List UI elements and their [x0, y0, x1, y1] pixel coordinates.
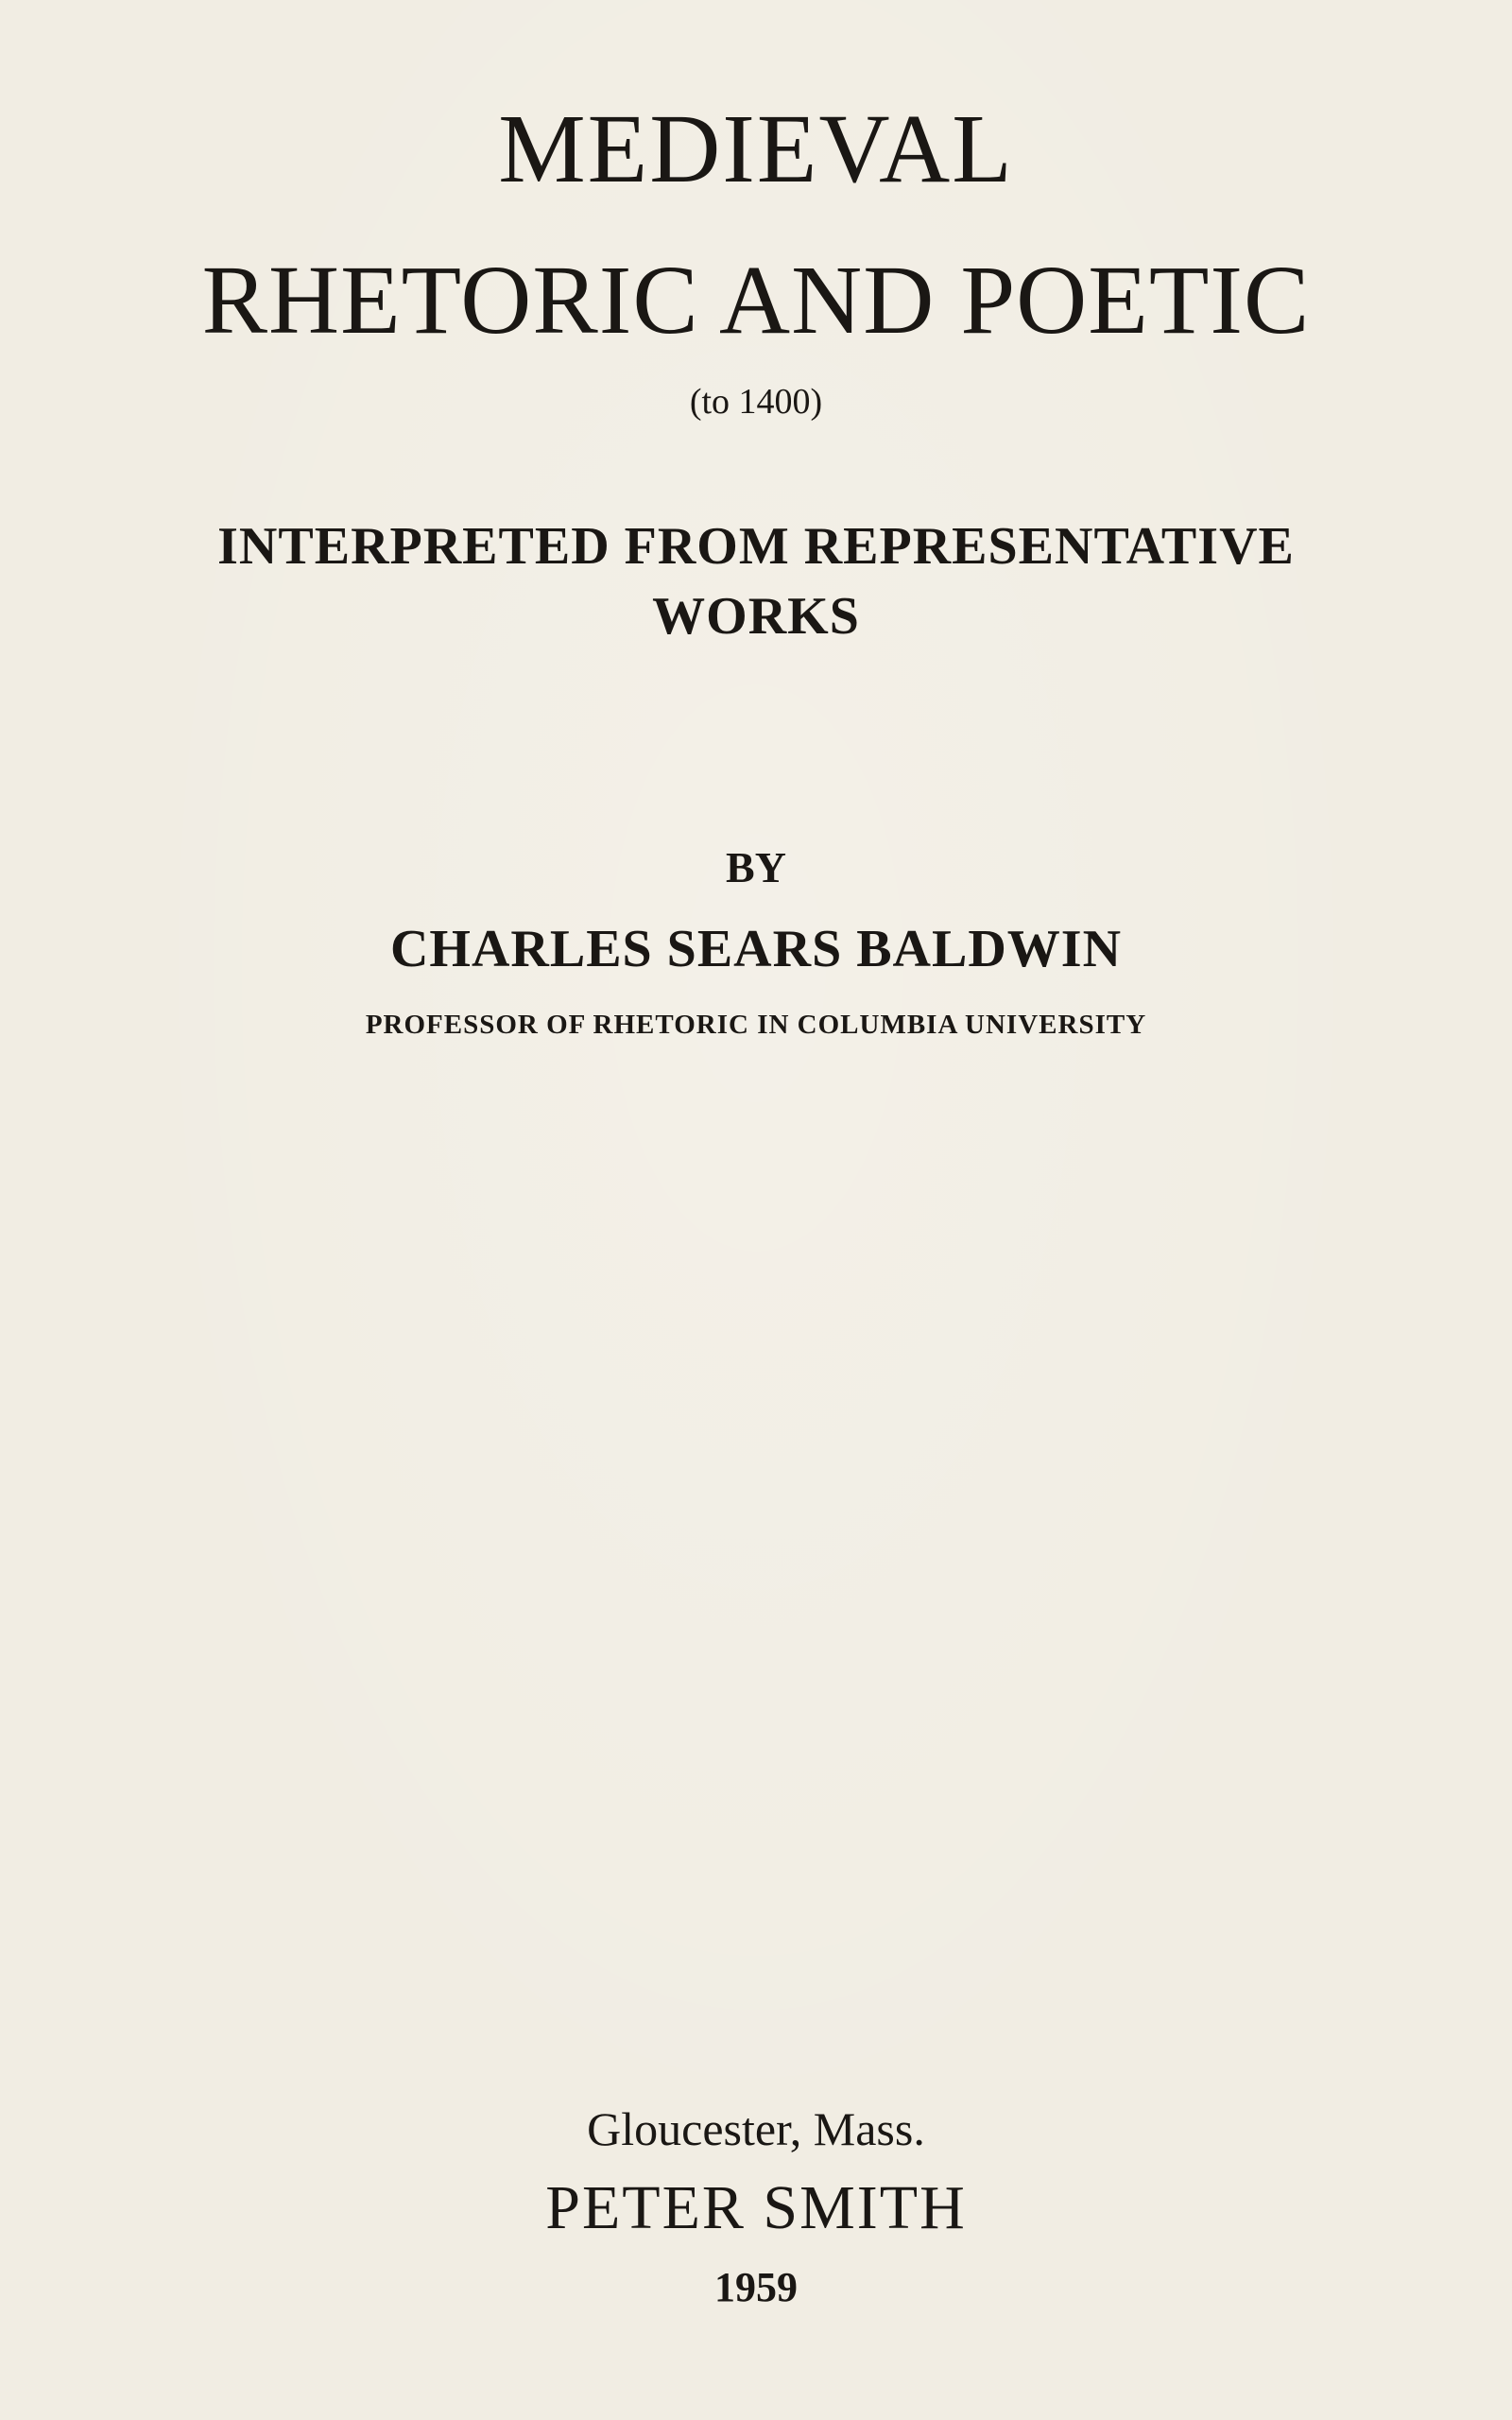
book-title-line-2: RHETORIC AND POETIC — [201, 246, 1311, 354]
publication-place: Gloucester, Mass. — [587, 2102, 925, 2155]
author-affiliation: PROFESSOR OF RHETORIC IN COLUMBIA UNIVERSITY — [365, 1010, 1147, 1040]
date-range: (to 1400) — [689, 382, 823, 422]
author-name: CHARLES SEARS BALDWIN — [389, 920, 1123, 978]
subtitle-line-2: WORKS — [652, 587, 860, 646]
book-title-line-1: MEDIEVAL — [498, 95, 1014, 203]
by-line: BY — [726, 843, 786, 891]
subtitle-line-1: INTERPRETED FROM REPRESENTATIVE — [217, 517, 1295, 576]
publication-year: 1959 — [714, 2264, 798, 2310]
publisher-name: PETER SMITH — [545, 2173, 967, 2242]
